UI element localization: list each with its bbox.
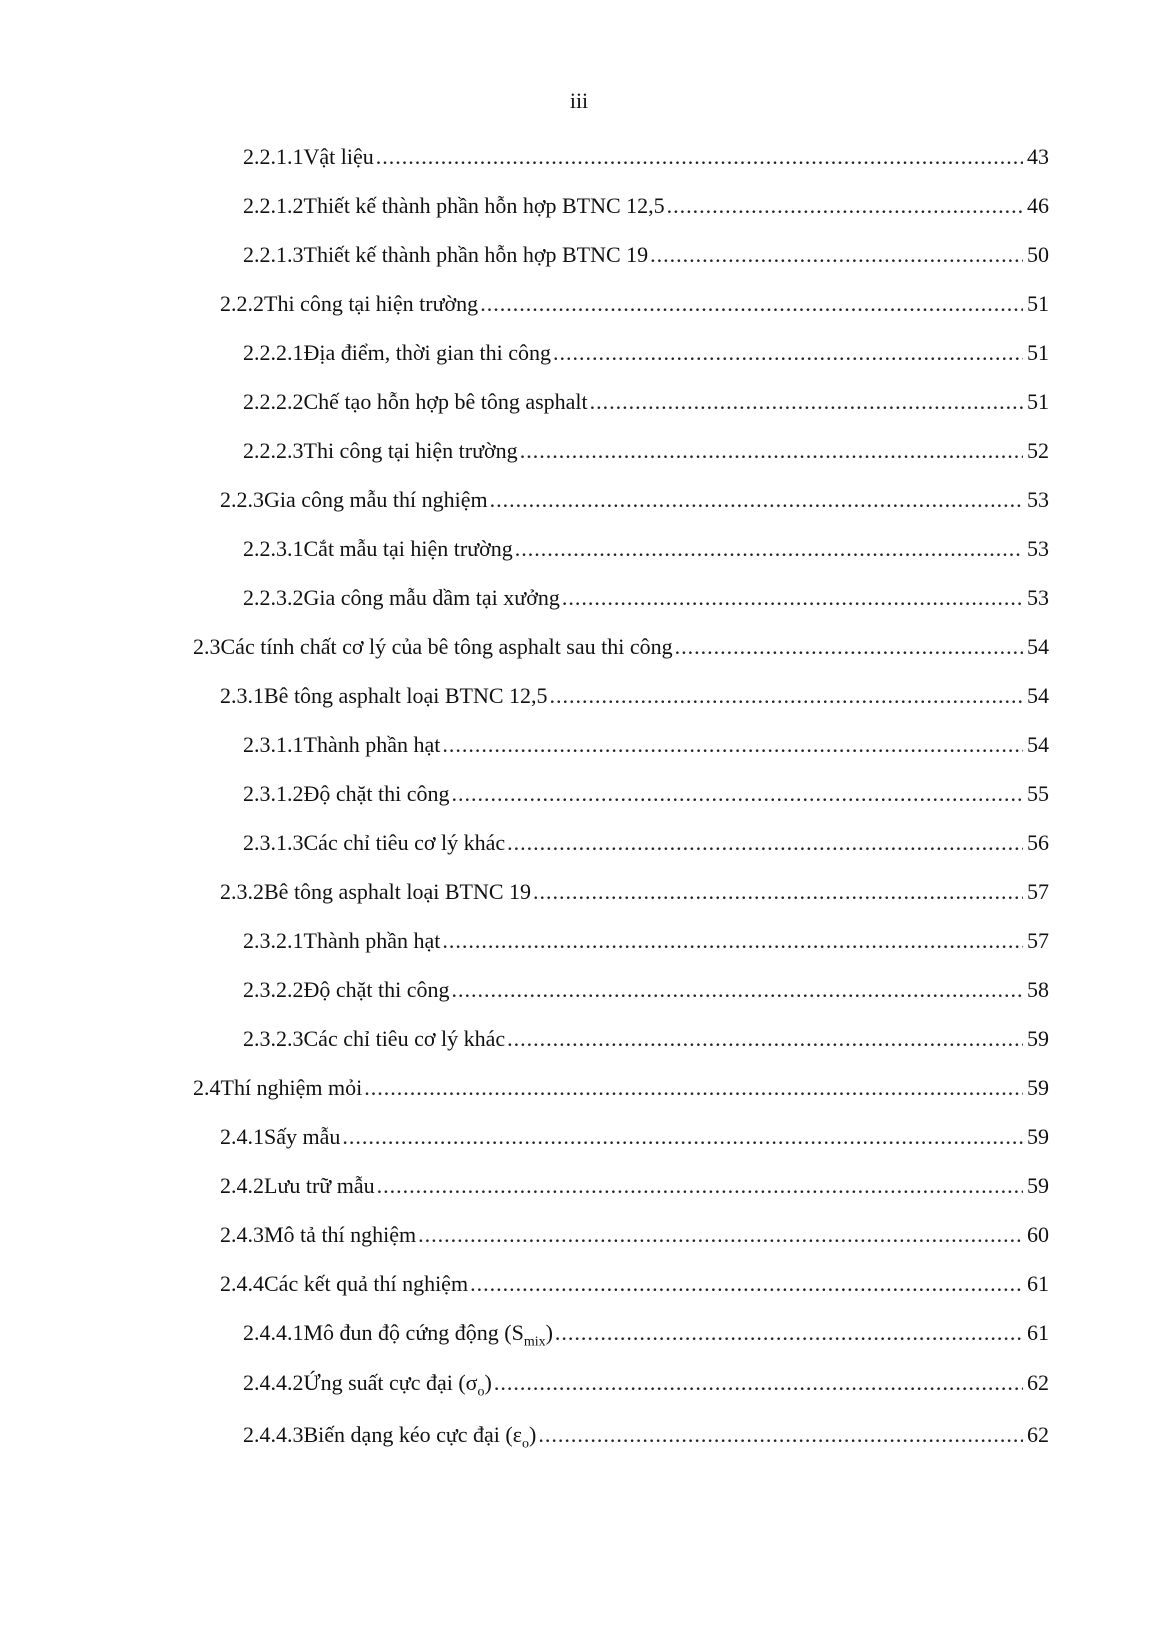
- toc-entry-title: Các chỉ tiêu cơ lý khác: [303, 830, 506, 855]
- toc-entry-page: 57: [1027, 879, 1049, 904]
- dot-leader: [507, 830, 1023, 856]
- toc-entry-number: 2.4.4: [220, 1271, 264, 1296]
- dot-leader: [562, 585, 1023, 611]
- toc-entry-number: 2.2.2.3: [243, 438, 304, 463]
- dot-leader: [470, 1271, 1023, 1297]
- toc-entry-title: Gia công mẫu thí nghiệm: [264, 487, 488, 512]
- dot-leader: [442, 928, 1023, 954]
- toc-entry[interactable]: [220, 1173, 1049, 1207]
- toc-entry-title: Địa điểm, thời gian thi công: [303, 340, 551, 365]
- toc-entry-page: 55: [1027, 781, 1049, 806]
- toc-entry[interactable]: [243, 1370, 1049, 1404]
- dot-leader: [515, 536, 1023, 562]
- toc-entry-title: Thi công tại hiện trường: [264, 291, 479, 316]
- toc-entry-title: Chế tạo hỗn hợp bê tông asphalt: [303, 389, 588, 414]
- toc-entry-number: 2.3.2: [220, 879, 264, 904]
- toc-entry-page: 57: [1027, 928, 1049, 953]
- toc-entry-number: 2.4.4.3: [243, 1422, 304, 1447]
- toc-entry-page: 61: [1027, 1320, 1049, 1345]
- toc-entry[interactable]: [193, 634, 1049, 668]
- dot-leader: [376, 144, 1023, 170]
- dot-leader: [675, 634, 1023, 660]
- toc-entry-page: 51: [1027, 291, 1049, 316]
- toc-entry-title-subscript: o: [521, 1436, 529, 1452]
- toc-entry-page: 62: [1027, 1422, 1049, 1447]
- toc-entry[interactable]: [243, 1422, 1049, 1456]
- dot-leader: [490, 487, 1023, 513]
- toc-entry[interactable]: [243, 732, 1049, 766]
- toc-entry-page: 54: [1027, 683, 1049, 708]
- dot-leader: [533, 879, 1023, 905]
- toc-entry-title: Thiết kế thành phần hỗn hợp BTNC 12,5: [303, 193, 665, 218]
- toc-entry-title: Gia công mẫu dầm tại xưởng: [303, 585, 560, 610]
- dot-leader: [590, 389, 1023, 415]
- toc-entry-page: 59: [1027, 1124, 1049, 1149]
- toc-entry-title: [304, 1320, 553, 1350]
- toc-entry-page: 54: [1027, 732, 1049, 757]
- toc-entry-title: Thí nghiệm mỏi: [220, 1075, 363, 1100]
- toc-entry-number: 2.4.4.1: [243, 1320, 304, 1345]
- toc-entry-number: 2.2.2.1: [243, 340, 304, 365]
- toc-entry-title: Sấy mẫu: [264, 1124, 341, 1149]
- toc-entry-number: 2.3.1.2: [243, 781, 304, 806]
- dot-leader: [452, 781, 1023, 807]
- toc-entry-number: 2.2.1.2: [243, 193, 304, 218]
- dot-leader: [555, 1320, 1023, 1346]
- toc-entry-title-end: ): [484, 1370, 492, 1395]
- dot-leader: [452, 977, 1023, 1003]
- toc-entry-number: 2.3.1: [220, 683, 264, 708]
- toc-entry-title-end: ): [528, 1422, 537, 1447]
- toc-entry[interactable]: [243, 144, 1049, 178]
- toc-entry-number: 2.2.3.2: [243, 585, 304, 610]
- toc-entry[interactable]: [243, 830, 1049, 864]
- toc-entry-number: 2.4: [193, 1075, 221, 1100]
- toc-entry-number: 2.2.3: [220, 487, 264, 512]
- toc-entry-page: 58: [1027, 977, 1049, 1002]
- toc-entry[interactable]: [243, 340, 1049, 374]
- toc-entry-number: 2.4.3: [220, 1222, 264, 1247]
- dot-leader: [418, 1222, 1023, 1248]
- toc-entry-page: 54: [1027, 634, 1049, 659]
- toc-entry-page: 51: [1027, 389, 1049, 414]
- toc-entry-number: 2.3.1.3: [243, 830, 304, 855]
- toc-entry-number: 2.2.2: [220, 291, 264, 316]
- toc-entry[interactable]: [243, 242, 1049, 276]
- toc-entry-title-subscript: o: [477, 1384, 485, 1400]
- toc-entry-number: 2.3: [193, 634, 221, 659]
- toc-entry[interactable]: [243, 928, 1049, 962]
- toc-entry-page: 43: [1027, 144, 1049, 169]
- toc-entry-title: Các tính chất cơ lý của bê tông asphalt sau thi công: [220, 634, 673, 659]
- toc-entry-page: 59: [1027, 1026, 1049, 1051]
- toc-entry-number: 2.3.2.3: [243, 1026, 304, 1051]
- toc-entry-page: 51: [1027, 340, 1049, 365]
- toc-entry-title: Thi công tại hiện trường: [303, 438, 518, 463]
- toc-entry-title: Bê tông asphalt loại BTNC 19: [264, 879, 532, 904]
- toc-entry-number: 2.2.1.1: [243, 144, 304, 169]
- toc-entry-title-main: Mô đun độ cứng động (S: [303, 1320, 524, 1345]
- toc-entry[interactable]: [243, 193, 1049, 227]
- dot-leader: [480, 291, 1023, 317]
- dot-leader: [520, 438, 1023, 464]
- toc-entry[interactable]: [193, 1075, 1049, 1109]
- toc-entry-number: 2.3.2.2: [243, 977, 304, 1002]
- dot-leader: [667, 193, 1023, 219]
- toc-entry-title: Mô tả thí nghiệm: [264, 1222, 417, 1247]
- toc-entry-page: 59: [1027, 1075, 1049, 1100]
- dot-leader: [494, 1370, 1023, 1396]
- toc-entry[interactable]: [220, 683, 1049, 717]
- toc-entry-title: Thiết kế thành phần hỗn hợp BTNC 19: [303, 242, 649, 267]
- toc-entry-page: 61: [1027, 1271, 1049, 1296]
- toc-entry-page: 53: [1027, 585, 1049, 610]
- toc-entry-page: 56: [1027, 830, 1049, 855]
- toc-entry-title: [304, 1370, 492, 1400]
- toc-entry-number: 2.4.1: [220, 1124, 264, 1149]
- toc-entry[interactable]: [243, 389, 1049, 423]
- toc-entry-number: 2.4.4.2: [243, 1370, 304, 1395]
- toc-entry-title: Bê tông asphalt loại BTNC 12,5: [264, 683, 548, 708]
- toc-entry[interactable]: [243, 438, 1049, 472]
- toc-entry-page: 52: [1027, 438, 1049, 463]
- dot-leader: [507, 1026, 1023, 1052]
- dot-leader: [650, 242, 1023, 268]
- toc-entry[interactable]: [243, 977, 1049, 1011]
- dot-leader: [538, 1422, 1023, 1448]
- toc-entry-title-main: Biến dạng kéo cực đại (ε: [303, 1422, 522, 1447]
- dot-leader: [364, 1075, 1023, 1101]
- toc-entry-page: 53: [1027, 487, 1049, 512]
- toc-entry-number: 2.3.2.1: [243, 928, 304, 953]
- toc-entry[interactable]: [243, 585, 1049, 619]
- dot-leader: [342, 1124, 1023, 1150]
- toc-entry-title-main: Ứng suất cực đại (σ: [303, 1370, 478, 1395]
- dot-leader: [377, 1173, 1023, 1199]
- toc-entry[interactable]: [220, 487, 1049, 521]
- page-number: iii: [569, 88, 589, 113]
- toc-entry[interactable]: [243, 1026, 1049, 1060]
- toc-entry-number: 2.3.1.1: [243, 732, 304, 757]
- toc-entry-title: Cắt mẫu tại hiện trường: [303, 536, 513, 561]
- toc-entry-page: 50: [1027, 242, 1049, 267]
- toc-entry-number: 2.2.1.3: [243, 242, 304, 267]
- toc-entry[interactable]: [220, 1124, 1049, 1158]
- toc-entry-page: 53: [1027, 536, 1049, 561]
- toc-entry-title: Độ chặt thi công: [303, 781, 450, 806]
- toc-entry-title-end: ): [545, 1320, 553, 1345]
- toc-entry[interactable]: [220, 291, 1049, 325]
- toc-entry[interactable]: [220, 879, 1049, 913]
- toc-entry-title: Các kết quả thí nghiệm: [264, 1271, 469, 1296]
- toc-entry[interactable]: [243, 536, 1049, 570]
- toc-entry-title: [304, 1422, 537, 1452]
- toc-entry[interactable]: [243, 781, 1049, 815]
- toc-entry-page: 59: [1027, 1173, 1049, 1198]
- toc-entry-title: Các chỉ tiêu cơ lý khác: [303, 1026, 506, 1051]
- dot-leader: [442, 732, 1023, 758]
- toc-entry-number: 2.2.2.2: [243, 389, 304, 414]
- toc-entry-title: Độ chặt thi công: [303, 977, 450, 1002]
- toc-entry-title: Thành phần hạt: [303, 928, 441, 953]
- toc-entry-number: 2.2.3.1: [243, 536, 304, 561]
- toc-entry[interactable]: [220, 1222, 1049, 1256]
- toc-entry[interactable]: [243, 1320, 1049, 1354]
- toc-entry-page: 62: [1027, 1370, 1049, 1395]
- dot-leader: [553, 340, 1023, 366]
- toc-entry-title-subscript: mix: [523, 1334, 546, 1350]
- toc-entry-title: Vật liệu: [303, 144, 374, 169]
- toc-entry-title: Lưu trữ mẫu: [264, 1173, 375, 1198]
- toc-entry[interactable]: [220, 1271, 1049, 1305]
- toc-entry-page: 46: [1027, 193, 1049, 218]
- toc-entry-number: 2.4.2: [220, 1173, 264, 1198]
- toc-entry-page: 60: [1027, 1222, 1049, 1247]
- dot-leader: [550, 683, 1023, 709]
- toc-entry-title: Thành phần hạt: [303, 732, 441, 757]
